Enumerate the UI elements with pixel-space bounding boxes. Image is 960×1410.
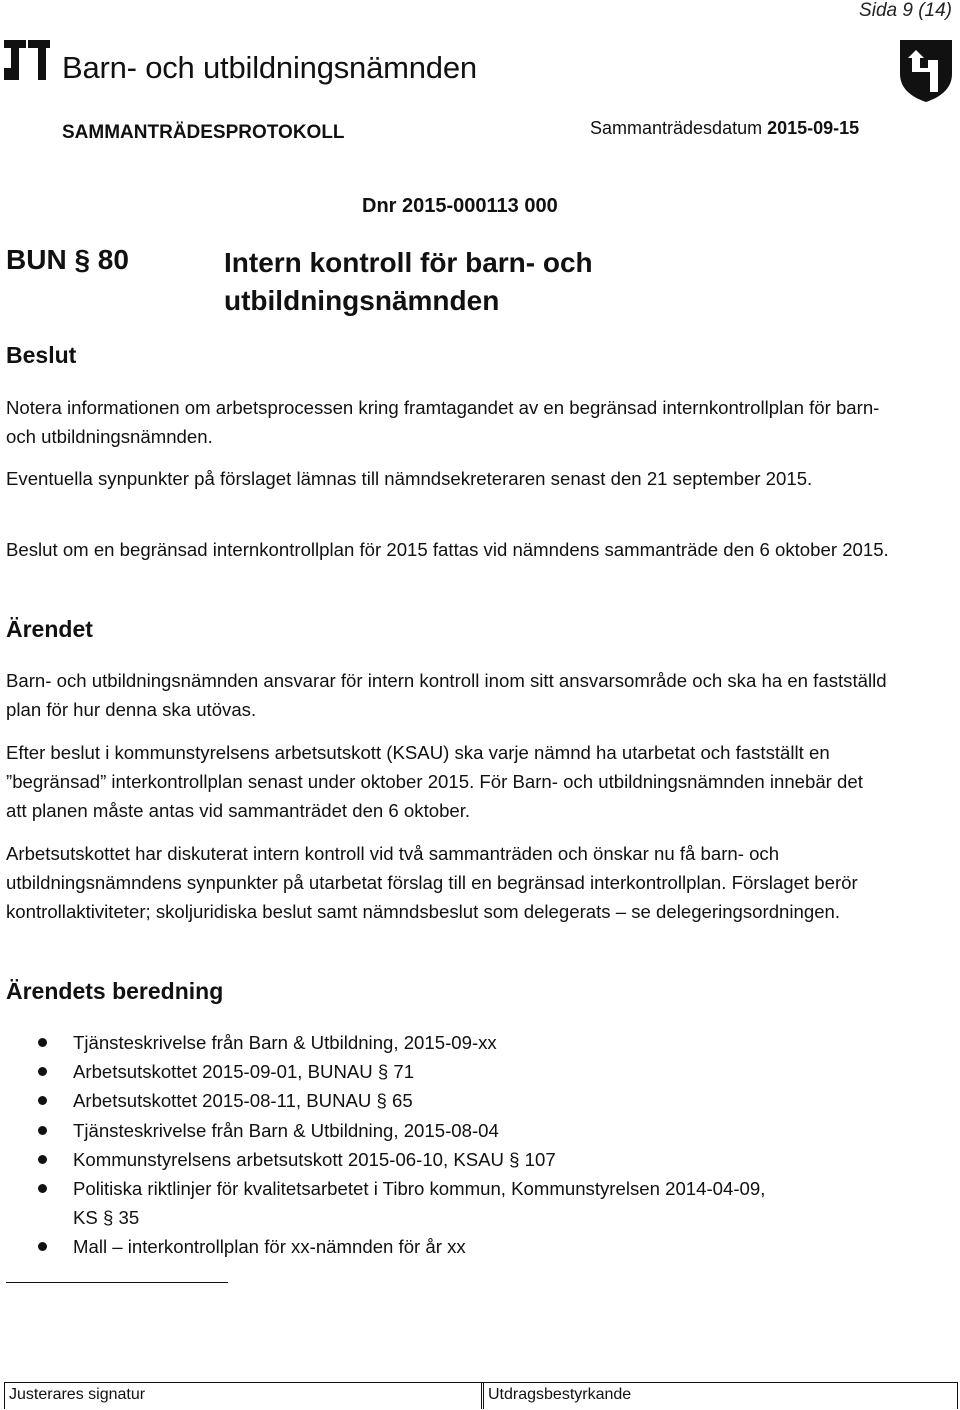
heading-beslut: Beslut: [6, 342, 77, 368]
tibro-logo-icon: [4, 38, 52, 82]
list-item: Politiska riktlinjer för kvalitetsarbetet i Tibro kommun, Kommunstyrelsen 2014-04-09, KS § 35: [38, 1174, 773, 1232]
beslut-paragraph-2: Eventuella synpunkter på förslaget lämnas till nämndsekreteraren senast den 21 september 2015.: [6, 468, 813, 489]
bullet-icon: [38, 1155, 47, 1164]
bullet-icon: [38, 1067, 47, 1076]
arendet-paragraph-1: Barn- och utbildningsnämnden ansvarar för intern kontroll inom sitt ansvarsområde och ska ha en fastställd plan för hur denna ska utövas.: [6, 670, 887, 720]
arendet-paragraph-2: Efter beslut i kommunstyrelsens arbetsutskott (KSAU) ska varje nämnd ha utarbetat och fastställt en ”begränsad” interkontrollplan senast under oktober 2015. För Barn- och utbildningsnämnden innebär det att planen måste antas vid sammanträdet den 6 oktober.: [6, 742, 863, 821]
coat-of-arms: [898, 38, 954, 109]
meeting-date-label: Sammanträdesdatum: [590, 118, 763, 138]
list-item: Tjänsteskrivelse från Barn & Utbildning, 2015-09-xx: [38, 1028, 918, 1057]
section-title: Intern kontroll för barn- och utbildningsnämnden: [224, 247, 593, 316]
certified-field: Utdragsbestyrkande: [483, 1383, 958, 1409]
diary-number: Dnr 2015-000113 000: [362, 195, 558, 217]
signature-field: Justerares signatur: [5, 1383, 482, 1409]
beslut-paragraph-1: Notera informationen om arbetsprocessen kring framtagandet av en begränsad internkontrollplan för barn- och utbildningsnämnden.: [6, 397, 880, 447]
page-number: Sida 9 (14): [859, 0, 952, 21]
list-item: Kommunstyrelsens arbetsutskott 2015-06-10, KSAU § 107: [38, 1145, 918, 1174]
footer-signature-box: [4, 1382, 958, 1409]
list-item: Mall – interkontrollplan för xx-nämnden för år xx: [38, 1232, 918, 1261]
list-item: Arbetsutskottet 2015-08-11, BUNAU § 65: [38, 1086, 918, 1115]
arendet-paragraph-3: Arbetsutskottet har diskuterat intern kontroll vid två sammanträden och önskar nu få barn- och utbildningsnämndens synpunkter på utarbetat förslag till en begränsad interkontrollplan. Förslaget berör kontrollaktiviteter; skoljuridiska beslut samt nämndsbeslut som delegerats – se delegeringsordningen.: [6, 843, 858, 922]
shield-icon: [898, 38, 954, 104]
beslut-paragraph-3: Beslut om en begränsad internkontrollplan för 2015 fattas vid nämndens sammanträde den 6 oktober 2015.: [6, 539, 889, 560]
municipality-logo: [4, 38, 52, 87]
bullet-icon: [38, 1126, 47, 1135]
meeting-date: [590, 118, 859, 139]
list-item: Arbetsutskottet 2015-09-01, BUNAU § 71: [38, 1057, 918, 1086]
bullet-icon: [38, 1096, 47, 1105]
list-item: Tjänsteskrivelse från Barn & Utbildning, 2015-08-04: [38, 1116, 918, 1145]
beredning-list: [38, 1028, 918, 1262]
meeting-date-value: 2015-09-15: [767, 118, 860, 138]
bullet-icon: [38, 1184, 47, 1193]
heading-arendet: Ärendet: [6, 616, 93, 642]
divider: [6, 1282, 228, 1283]
bullet-icon: [38, 1242, 47, 1251]
heading-beredning: Ärendets beredning: [6, 978, 224, 1004]
section-number: BUN § 80: [6, 244, 129, 275]
protocol-label: SAMMANTRÄDESPROTOKOLL: [62, 122, 345, 143]
bullet-icon: [38, 1038, 47, 1047]
organization-title: Barn- och utbildningsnämnden: [62, 50, 477, 85]
